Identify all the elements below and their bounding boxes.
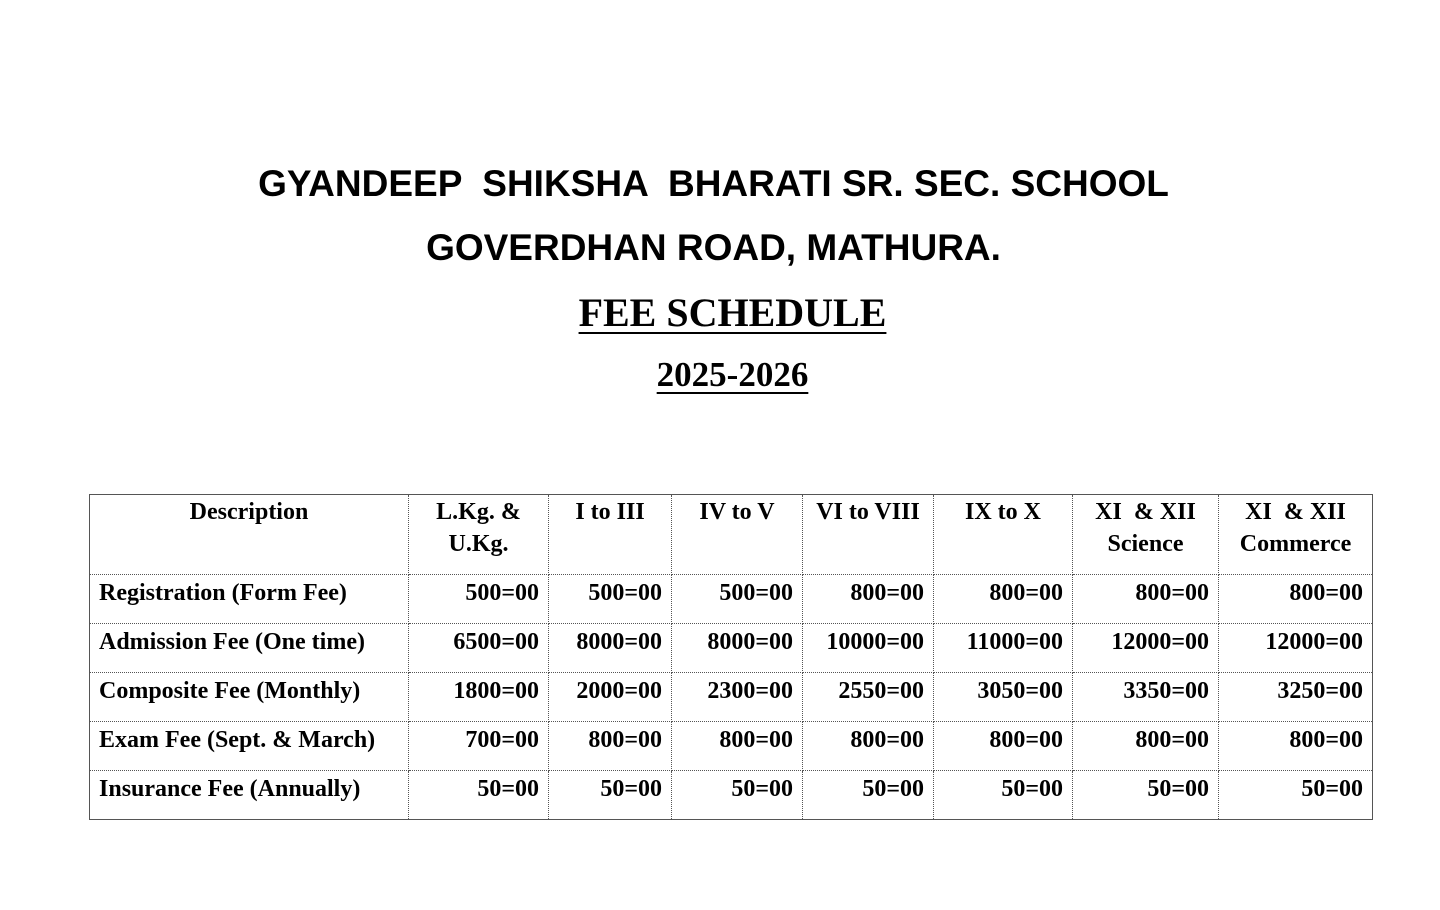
fee-cell-xi-xii-commerce: 50=00 xyxy=(1219,771,1373,820)
fee-cell-iv-to-v: 800=00 xyxy=(672,722,803,771)
fee-cell-vi-to-viii: 2550=00 xyxy=(803,673,934,722)
column-header-i-to-iii: I to III xyxy=(549,495,672,575)
document-title: FEE SCHEDULE xyxy=(578,290,887,335)
fee-cell-i-to-iii: 8000=00 xyxy=(549,624,672,673)
fee-cell-ix-to-x: 800=00 xyxy=(934,722,1073,771)
fee-cell-xi-xii-science: 12000=00 xyxy=(1073,624,1219,673)
fee-cell-iv-to-v: 2300=00 xyxy=(672,673,803,722)
fee-cell-xi-xii-commerce: 3250=00 xyxy=(1219,673,1373,722)
fee-cell-vi-to-viii: 800=00 xyxy=(803,575,934,624)
table-row xyxy=(90,771,1373,820)
fee-cell-i-to-iii: 500=00 xyxy=(549,575,672,624)
fee-cell-iv-to-v: 50=00 xyxy=(672,771,803,820)
school-address: GOVERDHAN ROAD, MATHURA. xyxy=(426,227,1001,268)
school-name: GYANDEEP SHIKSHA BHARATI SR. SEC. SCHOOL xyxy=(258,163,1169,204)
column-header-xi-xii-commerce: XI & XII Commerce xyxy=(1219,495,1373,575)
column-header-lkg-ukg: L.Kg. & U.Kg. xyxy=(409,495,549,575)
row-description: Insurance Fee (Annually) xyxy=(90,771,409,820)
fee-cell-vi-to-viii: 50=00 xyxy=(803,771,934,820)
fee-cell-iv-to-v: 500=00 xyxy=(672,575,803,624)
table-header-row xyxy=(90,495,1373,575)
row-description: Exam Fee (Sept. & March) xyxy=(90,722,409,771)
column-header-iv-to-v: IV to V xyxy=(672,495,803,575)
fee-cell-lkg-ukg: 6500=00 xyxy=(409,624,549,673)
table-row xyxy=(90,673,1373,722)
fee-cell-xi-xii-science: 800=00 xyxy=(1073,575,1219,624)
row-description: Registration (Form Fee) xyxy=(90,575,409,624)
fee-cell-xi-xii-science: 3350=00 xyxy=(1073,673,1219,722)
fee-cell-ix-to-x: 3050=00 xyxy=(934,673,1073,722)
fee-cell-ix-to-x: 50=00 xyxy=(934,771,1073,820)
fee-cell-xi-xii-commerce: 12000=00 xyxy=(1219,624,1373,673)
fee-cell-lkg-ukg: 50=00 xyxy=(409,771,549,820)
column-header-ix-to-x: IX to X xyxy=(934,495,1073,575)
fee-cell-iv-to-v: 8000=00 xyxy=(672,624,803,673)
fee-cell-lkg-ukg: 1800=00 xyxy=(409,673,549,722)
table-row xyxy=(90,575,1373,624)
fee-cell-xi-xii-science: 800=00 xyxy=(1073,722,1219,771)
academic-year: 2025-2026 xyxy=(656,355,809,394)
row-description: Admission Fee (One time) xyxy=(90,624,409,673)
table-row xyxy=(90,722,1373,771)
column-header-xi-xii-science: XI & XII Science xyxy=(1073,495,1219,575)
fee-cell-i-to-iii: 2000=00 xyxy=(549,673,672,722)
fee-cell-xi-xii-commerce: 800=00 xyxy=(1219,575,1373,624)
column-header-vi-to-viii: VI to VIII xyxy=(803,495,934,575)
fee-cell-xi-xii-science: 50=00 xyxy=(1073,771,1219,820)
fee-cell-ix-to-x: 800=00 xyxy=(934,575,1073,624)
fee-cell-vi-to-viii: 10000=00 xyxy=(803,624,934,673)
fee-cell-lkg-ukg: 500=00 xyxy=(409,575,549,624)
fee-cell-lkg-ukg: 700=00 xyxy=(409,722,549,771)
fee-cell-xi-xii-commerce: 800=00 xyxy=(1219,722,1373,771)
fee-cell-vi-to-viii: 800=00 xyxy=(803,722,934,771)
row-description: Composite Fee (Monthly) xyxy=(90,673,409,722)
fee-cell-i-to-iii: 800=00 xyxy=(549,722,672,771)
column-header-description: Description xyxy=(90,495,409,575)
fee-cell-ix-to-x: 11000=00 xyxy=(934,624,1073,673)
fee-table xyxy=(89,494,1373,820)
fee-cell-i-to-iii: 50=00 xyxy=(549,771,672,820)
table-row xyxy=(90,624,1373,673)
